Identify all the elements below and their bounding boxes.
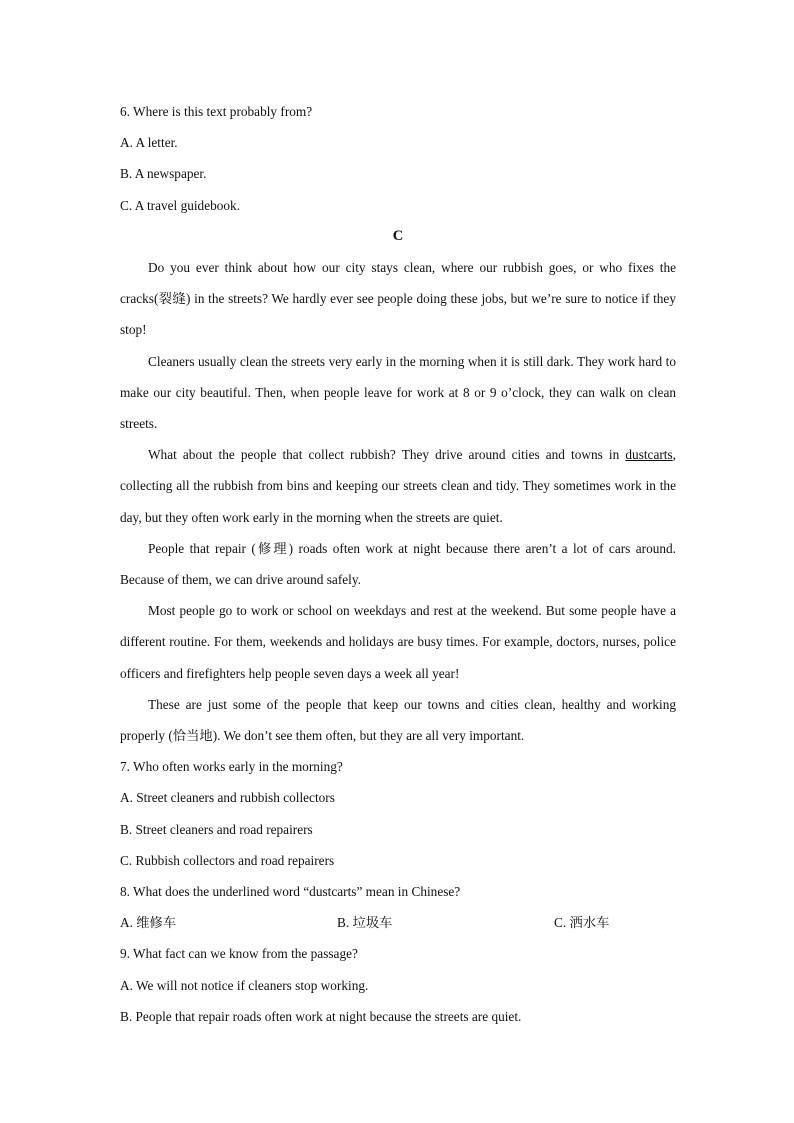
paragraph-3-text-before: What about the people that collect rubbish? They drive around cities and towns in <box>148 447 626 463</box>
question-7: 7. Who often works early in the morning? <box>120 759 343 775</box>
question-6: 6. Where is this text probably from? <box>120 104 313 119</box>
question-7-option-a: A. Street cleaners and rubbish collectors <box>120 790 335 806</box>
question-8-option-a: A. 维修车 <box>120 915 177 931</box>
passage-paragraph-3 <box>120 439 676 533</box>
section-heading: C <box>392 227 404 244</box>
passage-paragraph-1: Do you ever think about how our city stays clean, where our rubbish goes, or who fixes the cracks(裂缝) in the streets? We hardly ever see people doing these jobs, but we’re sure to notice if they stop! <box>120 260 676 338</box>
passage-paragraph-6: These are just some of the people that keep our towns and cities clean, healthy and working properly (恰当地). We don’t see them often, but they are all very important. <box>120 696 676 744</box>
underlined-word-dustcarts: dustcarts <box>625 447 673 463</box>
question-6-option-c: C. A travel guidebook. <box>120 197 241 213</box>
paragraph-3-text-after: , collecting all the rubbish from bins and keeping our streets clean and tidy. They sometimes work in the day, but they often work early in the morning when the streets are quiet. <box>120 447 676 525</box>
question-6-option-a: A. A letter. <box>120 135 178 151</box>
question-9-option-a: A. We will not notice if cleaners stop working. <box>120 977 369 993</box>
question-9-option-b: B. People that repair roads often work at night because the streets are quiet. <box>120 1008 522 1024</box>
document-page <box>120 96 676 1032</box>
question-7-option-b: B. Street cleaners and road repairers <box>120 821 313 837</box>
question-8-option-b: B. 垃圾车 <box>337 915 393 931</box>
passage-paragraph-2: Cleaners usually clean the streets very early in the morning when it is still dark. They work hard to make our city beautiful. Then, when people leave for work at 8 or 9 o’clock, they can walk on clean streets. <box>120 353 676 432</box>
question-7-option-c: C. Rubbish collectors and road repairers <box>120 852 335 868</box>
passage-paragraph-5: Most people go to work or school on weekdays and rest at the weekend. But some people have a different routine. For them, weekends and holidays are busy times. For example, doctors, nurses, police officers and firefighters help people seven days a week all year! <box>120 603 676 681</box>
passage-paragraph-4: People that repair (修理) roads often work at night because there aren’t a lot of cars around. Because of them, we can drive around safely. <box>120 540 676 588</box>
question-8-option-c: C. 洒水车 <box>554 915 610 931</box>
question-6-option-b: B. A newspaper. <box>120 166 207 182</box>
question-8-options <box>120 907 676 938</box>
question-8: 8. What does the underlined word “dustcarts” mean in Chinese? <box>120 884 461 900</box>
question-9: 9. What fact can we know from the passage? <box>120 946 358 962</box>
